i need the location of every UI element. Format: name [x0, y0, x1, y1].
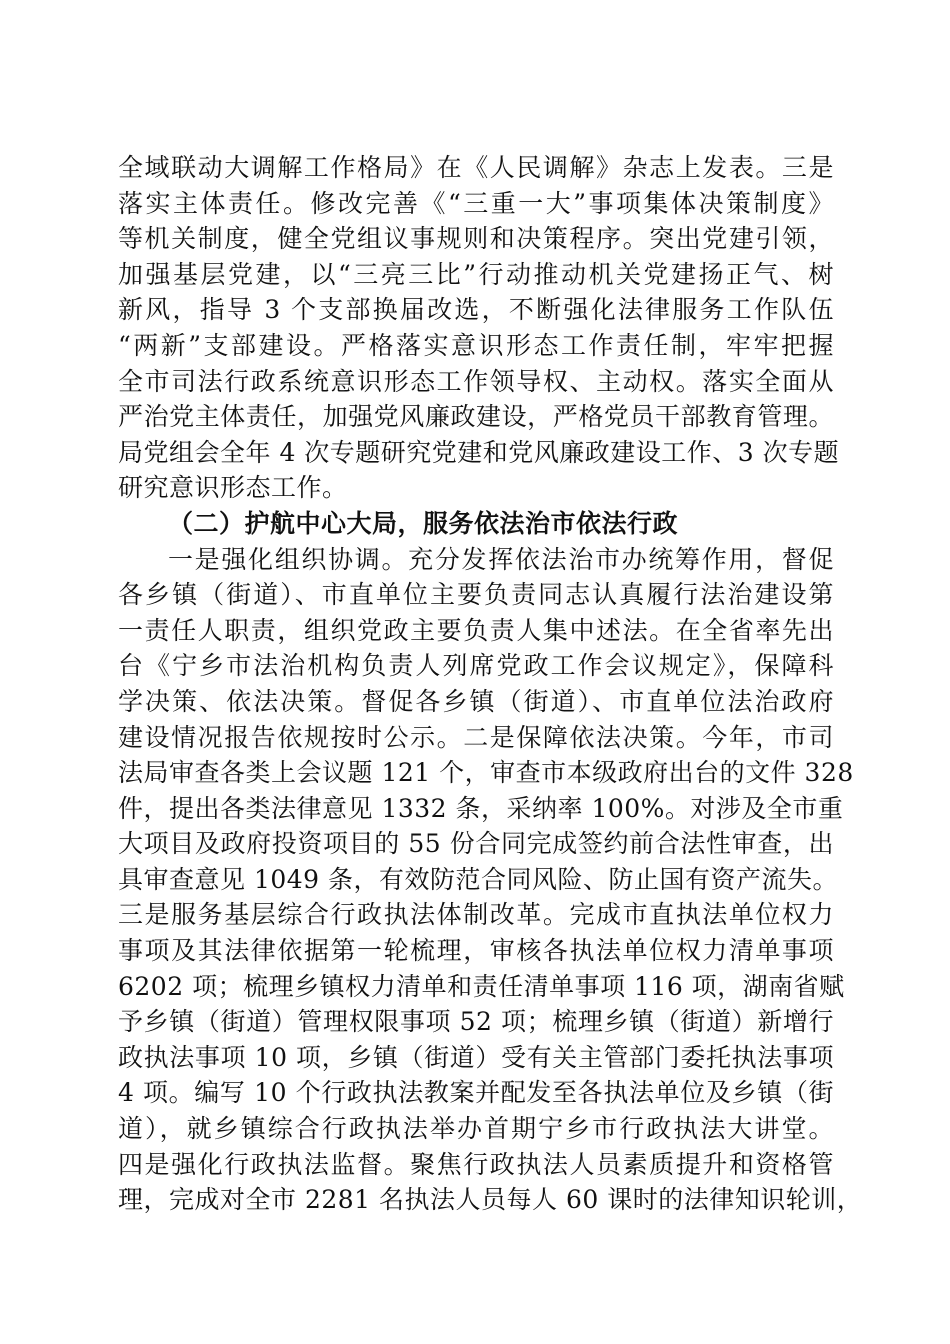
text-line: 件，提出各类法律意见 1332 条，采纳率 100%。对涉及全市重 — [118, 793, 844, 823]
text-line: 局党组会全年 4 次专题研究党建和党风廉政建设工作、3 次专题 — [118, 437, 840, 467]
text-line: 具审查意见 1049 条，有效防范合同风险、防止国有资产流失。 — [118, 864, 839, 894]
section-heading: （二）护航中心大局，服务依法治市依法行政 — [168, 508, 679, 538]
text-line: 大项目及政府投资项目的 55 份合同完成签约前合法性审查，出 — [118, 829, 834, 859]
text-line: 等机关制度，健全党组议事规则和决策程序。突出党建引领， — [118, 224, 834, 254]
text-line: “两新”支部建设。严格落实意识形态工作责任制，牢牢把握 — [118, 330, 834, 360]
text-line: 予乡镇（街道）管理权限事项 52 项；梳理乡镇（街道）新增行 — [118, 1007, 834, 1037]
text-line: 全域联动大调解工作格局》在《人民调解》杂志上发表。三是 — [118, 153, 834, 182]
text-line: 学决策、依法决策。督促各乡镇（街道）、市直单位法治政府 — [118, 686, 834, 716]
text-line: 4 项。编写 10 个行政执法教案并配发至各执法单位及乡镇（街 — [118, 1078, 834, 1108]
text-line: 新风，指导 3 个支部换届改选，不断强化法律服务工作队伍 — [118, 295, 834, 325]
text-line: 事项及其法律依据第一轮梳理，审核各执法单位权力清单事项 — [118, 936, 834, 966]
text-line: 理，完成对全市 2281 名执法人员每人 60 课时的法律知识轮训， — [118, 1185, 863, 1215]
text-line: 落实主体责任。修改完善《“三重一大”事项集体决策制度》 — [118, 188, 834, 218]
text-line: 政执法事项 10 项，乡镇（街道）受有关主管部门委托执法事项 — [118, 1042, 834, 1072]
text-line: 四是强化行政执法监督。聚焦行政执法人员素质提升和资格管 — [118, 1149, 834, 1179]
text-line: 法局审查各类上会议题 121 个，审查市本级政府出台的文件 328 — [118, 758, 854, 788]
paragraph-first-line: 一是强化组织协调。充分发挥依法治市办统筹作用，督促 — [168, 544, 834, 574]
text-line: 台《宁乡市法治机构负责人列席党政工作会议规定》，保障科 — [118, 651, 834, 681]
text-line: 加强基层党建，以“三亮三比”行动推动机关党建扬正气、树 — [118, 259, 834, 289]
text-line: 三是服务基层综合行政执法体制改革。完成市直执法单位权力 — [118, 900, 834, 930]
text-line: 各乡镇（街道）、市直单位主要负责同志认真履行法治建设第 — [118, 580, 834, 610]
text-line: 一责任人职责，组织党政主要负责人集中述法。在全省率先出 — [118, 615, 834, 645]
document-body — [118, 150, 863, 1218]
text-line: 6202 项；梳理乡镇权力清单和责任清单事项 116 项，湖南省赋 — [118, 971, 845, 1001]
text-line: 建设情况报告依规按时公示。二是保障依法决策。今年，市司 — [118, 722, 834, 752]
text-line: 研究意识形态工作。 — [118, 473, 348, 503]
text-line: 严治党主体责任，加强党风廉政建设，严格党员干部教育管理。 — [118, 402, 834, 432]
text-line: 道），就乡镇综合行政执法举办首期宁乡市行政执法大讲堂。 — [118, 1114, 834, 1144]
text-line: 全市司法行政系统意识形态工作领导权、主动权。落实全面从 — [118, 366, 834, 396]
